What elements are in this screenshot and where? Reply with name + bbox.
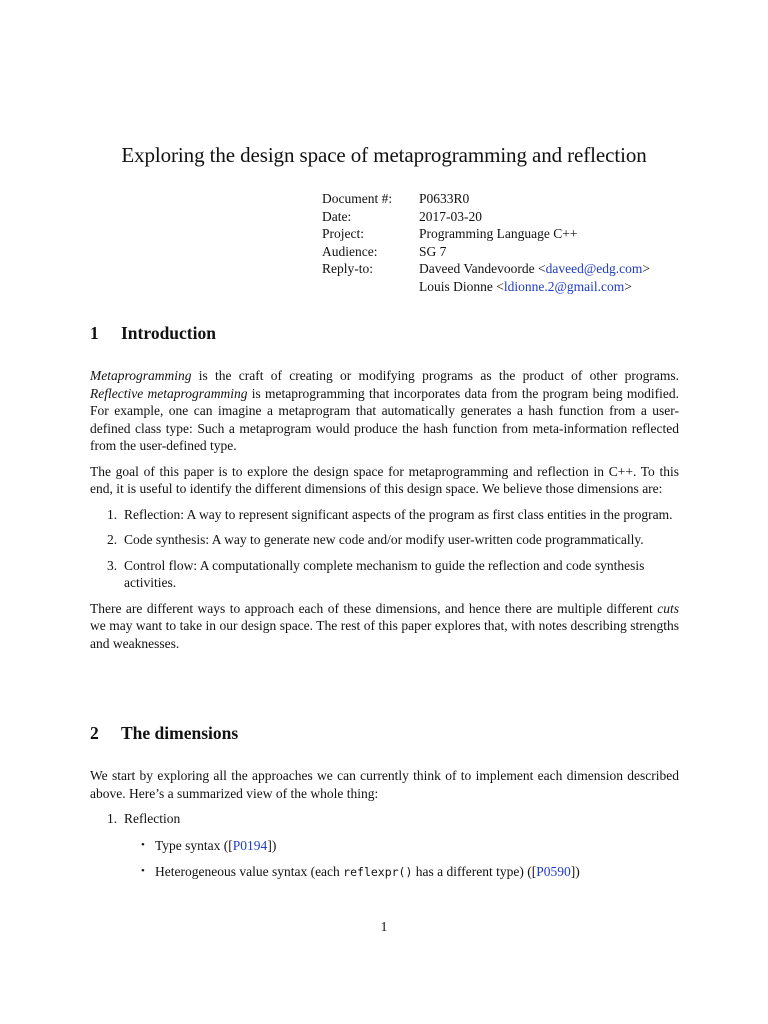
reply2-gt: > xyxy=(624,278,632,294)
meta-key-audience: Audience: xyxy=(322,243,378,259)
meta-row-audience xyxy=(322,243,650,261)
intro-paragraph-1 xyxy=(90,367,679,455)
bullet-icon: • xyxy=(141,865,145,877)
reply2-name: Louis Dionne xyxy=(419,278,493,294)
section-2-heading xyxy=(90,723,238,744)
section-1-title: Introduction xyxy=(121,323,216,343)
meta-row-document xyxy=(322,190,650,208)
list-item-number: 1. xyxy=(107,811,118,826)
bullet1-end: ) xyxy=(271,837,277,853)
bracket-open: [ xyxy=(228,837,233,853)
dimensions-list xyxy=(90,506,679,592)
bullet2-text-2: has a different type) ( xyxy=(412,864,532,879)
list-item xyxy=(90,863,679,882)
reply1-name: Daveed Vandevoorde xyxy=(419,261,535,276)
meta-row-reply-to-2 xyxy=(322,278,650,296)
list-item-number: 3. xyxy=(107,557,118,573)
section-1-heading xyxy=(90,323,216,344)
document-metadata xyxy=(322,190,650,295)
list-item xyxy=(90,506,679,524)
term-reflective-metaprogramming: Reflective metaprogramming xyxy=(90,385,248,401)
citation-link-p0194[interactable]: P0194 xyxy=(232,837,268,853)
list-item xyxy=(90,531,679,549)
meta-val-date: 2017-03-20 xyxy=(419,208,482,224)
intro-p3-text-2: we may want to take in our design space. The rest of this paper explores that, with notes describing strengths and weaknesses. xyxy=(90,618,679,651)
meta-key-project: Project: xyxy=(322,226,364,241)
meta-row-project xyxy=(322,225,650,243)
meta-key-empty xyxy=(322,278,419,296)
reply1-email-link[interactable]: daveed@edg.com xyxy=(545,261,643,276)
list-item xyxy=(90,837,679,855)
list-item xyxy=(90,810,679,828)
intro-p3-text-1: There are different ways to approach each of these dimensions, and hence there are multiple different xyxy=(90,600,658,616)
section-1-body xyxy=(90,367,679,660)
section-2-number: 2 xyxy=(90,723,99,743)
dimensions-paragraph-1: We start by exploring all the approaches we can currently think of to implement each dimension described above. Here’s a summarized view of the whole thing: xyxy=(90,768,679,801)
list-item-number: 2. xyxy=(107,532,118,547)
reply1-lt: < xyxy=(537,261,546,276)
bullet1-text: Type syntax ( xyxy=(155,837,229,853)
meta-val-reply-2 xyxy=(419,278,632,296)
section-2-body xyxy=(90,767,679,891)
code-reflexpr: reflexpr() xyxy=(343,865,413,879)
list-item-text: Reflection: A way to represent significant aspects of the program as first class entities in the program. xyxy=(124,506,673,522)
meta-val-audience: SG 7 xyxy=(419,243,447,259)
reply2-lt: < xyxy=(496,278,504,294)
bullet2-end: ) xyxy=(575,864,580,879)
meta-row-reply-to xyxy=(322,260,650,278)
term-metaprogramming: Metaprogramming xyxy=(90,368,192,383)
bracket-close: ] xyxy=(570,864,576,879)
meta-key-document: Document #: xyxy=(322,191,393,206)
intro-p1-text-1: is the craft of creating or modifying programs as the product of other programs. xyxy=(191,368,679,383)
list-item-number: 1. xyxy=(107,506,118,522)
list-item-text: Code synthesis: A way to generate new code and/or modify user-written code programmatically. xyxy=(124,532,644,547)
page-number: 1 xyxy=(380,919,388,934)
bracket-open: [ xyxy=(531,864,537,879)
paper-title: Exploring the design space of metaprogramming and reflection xyxy=(121,143,647,167)
reflection-approaches-list xyxy=(90,837,679,882)
reply1-gt: > xyxy=(642,261,650,276)
intro-paragraph-3 xyxy=(90,600,679,653)
meta-val-reply-1 xyxy=(419,260,650,278)
list-item xyxy=(90,557,679,592)
list-item-text: Control flow: A computationally complete mechanism to guide the reflection and code synthesis activities. xyxy=(124,557,645,590)
citation-link-p0590[interactable]: P0590 xyxy=(536,864,571,879)
bullet-icon: • xyxy=(141,838,145,851)
dimensions-summary-list xyxy=(90,810,679,828)
intro-p1-text-2: is metaprogramming that incorporates data from the program being modified. For example, one can imagine a metaprogram that automatically generates a hash function from a user-defined class type: Such a metaprogram would produce the hash function from meta-information reflected from the user-defined type. xyxy=(90,385,679,453)
section-2-title: The dimensions xyxy=(121,723,239,743)
intro-paragraph-2: The goal of this paper is to explore the design space for metaprogramming and reflection in C++. To this end, it is useful to identify the different dimensions of this design space. We believe those dimensions are: xyxy=(90,463,679,496)
meta-key-reply-to: Reply-to: xyxy=(322,261,373,276)
meta-row-date xyxy=(322,208,650,226)
meta-val-project: Programming Language C++ xyxy=(419,226,578,241)
reply2-email-link[interactable]: ldionne.2@gmail.com xyxy=(503,278,625,294)
meta-val-document: P0633R0 xyxy=(419,191,470,206)
meta-key-date: Date: xyxy=(322,208,352,224)
term-cuts: cuts xyxy=(657,600,679,616)
bracket-close: ] xyxy=(267,837,272,853)
bullet2-text-1: Heterogeneous value syntax (each xyxy=(155,864,344,879)
list-item-text: Reflection xyxy=(124,811,181,826)
section-1-number: 1 xyxy=(90,323,99,343)
